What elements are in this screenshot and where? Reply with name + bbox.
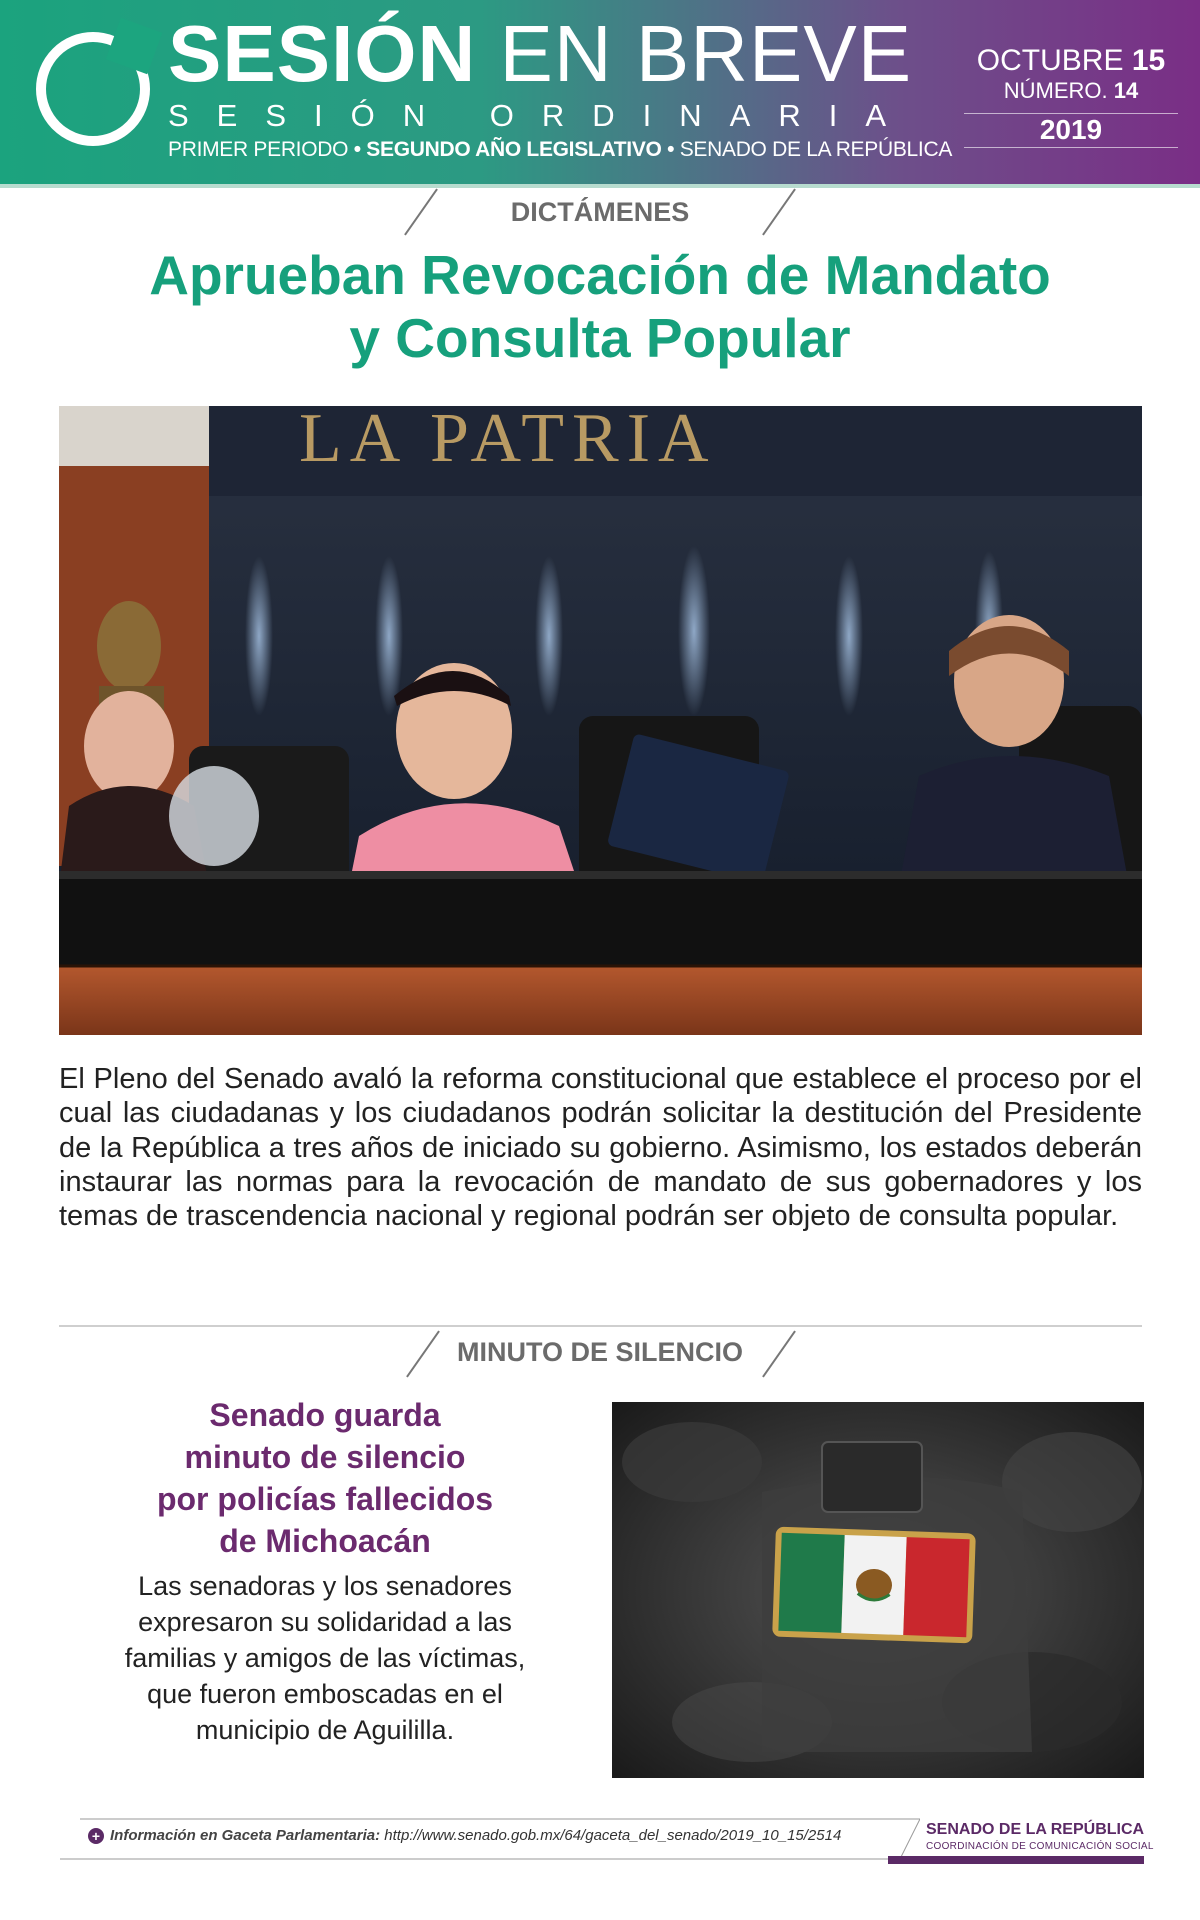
- secondary-headline: Senado guarda minuto de silencio por policías fallecidos de Michoacán: [156, 1397, 494, 1559]
- publication-subtitle: SESIÓN ORDINARIA: [168, 98, 914, 133]
- footer-bar: [888, 1856, 1144, 1864]
- gaceta-link[interactable]: http://www.senado.gob.mx/64/gaceta_del_senado/2019_10_15/2514: [384, 1827, 842, 1844]
- photo-sign-text: LA PATRIA: [299, 406, 717, 477]
- publication-title: SESIÓN EN BREVE: [168, 9, 913, 98]
- label-slash-left: [404, 188, 438, 235]
- secondary-body: Las senadoras y los senadores expresaron su solidaridad a las familias y amigos de las víctimas, que fueron emboscadas en el municipio de Aguililla.: [124, 1571, 526, 1745]
- gaceta-info: Información en Gaceta Parlamentaria: http://www.senado.gob.mx/64/gaceta_del_senado/2019_10_15/2514: [110, 1827, 842, 1844]
- section-label-dictamenes: DICTÁMENES: [510, 197, 690, 227]
- footer-dept: COORDINACIÓN DE COMUNICACIÓN SOCIAL: [926, 1841, 1154, 1852]
- label-slash-right: [762, 188, 796, 235]
- masthead-rule: [0, 184, 1200, 188]
- footer-org: SENADO DE LA REPÚBLICA: [926, 1821, 1145, 1838]
- period-line: PRIMER PERIODO • SEGUNDO AÑO LEGISLATIVO • SENADO DE LA REPÚBLICA: [168, 138, 953, 161]
- issue-date: OCTUBRE 15 NÚMERO. 14: [976, 44, 1166, 103]
- section-divider: [59, 1325, 1142, 1327]
- plus-circle-icon: +: [88, 1828, 104, 1844]
- issue-year: 2019: [1039, 114, 1103, 145]
- main-headline: Aprueban Revocación de Mandato y Consulta Popular: [149, 244, 1051, 369]
- label-slash-right: [762, 1330, 796, 1377]
- label-slash-left: [406, 1330, 440, 1377]
- senate-session-photo: [59, 406, 1142, 1035]
- article-body: El Pleno del Senado avaló la reforma constitucional que establece el proceso por el cual las ciudadanas y los ciudadanos podrán solicitar la destitución del Presidente de la República a tres años de iniciado su gobierno. Asimismo, los estados deberán instaurar las normas para la revocación de mandato de sus gobernadores y los temas de trascendencia nacional y regional podrán ser objeto de consulta popular.: [59, 1063, 1142, 1233]
- date-divider: [964, 147, 1178, 148]
- section-label-minuto: MINUTO DE SILENCIO: [456, 1337, 744, 1367]
- flag-patch-photo: [612, 1402, 1144, 1778]
